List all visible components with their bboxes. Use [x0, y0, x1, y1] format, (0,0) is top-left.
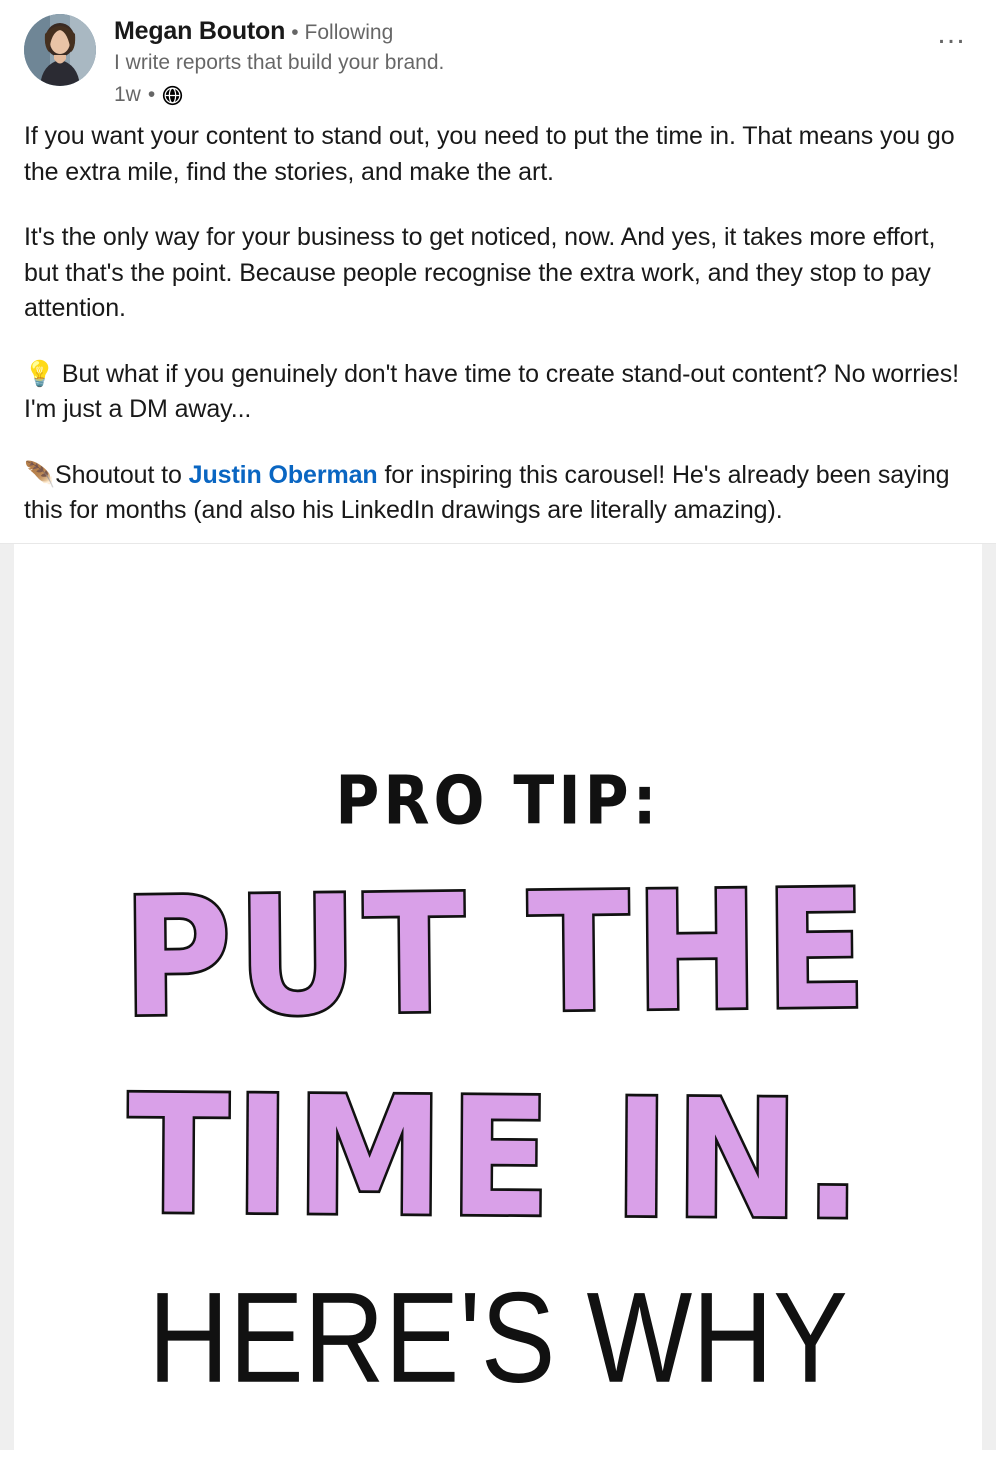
author-line	[114, 16, 980, 46]
carousel-right-gutter	[982, 544, 996, 1450]
post-paragraph-4-before: Shoutout to	[55, 460, 189, 489]
post-paragraph-3-text: But what if you genuinely don't have time to create stand-out content? No worries! I'm just a DM away...	[24, 359, 959, 424]
carousel-left-gutter	[0, 544, 14, 1450]
meta-separator: •	[147, 83, 156, 107]
author-headline: I write reports that build your brand.	[114, 51, 445, 74]
post-carousel[interactable]	[0, 543, 996, 1450]
slide-headline-line-1: PUT THE	[122, 854, 874, 1053]
post-paragraph-4	[24, 458, 972, 529]
post-header	[0, 0, 996, 111]
mention-link[interactable]: Justin Oberman	[188, 460, 378, 489]
avatar[interactable]	[24, 14, 96, 86]
slide-headline-line-2: TIME IN.	[127, 1060, 869, 1256]
post-timestamp: 1w	[114, 83, 141, 107]
slide-eyebrow-text: PRO TIP:	[335, 761, 661, 841]
author-separator: •	[291, 21, 299, 44]
post-meta	[114, 83, 980, 107]
globe-icon	[162, 85, 183, 106]
author-name[interactable]: Megan Bouton	[114, 17, 286, 45]
lightbulb-emoji-icon: 💡	[24, 359, 56, 388]
post-paragraph-1: If you want your content to stand out, you need to put the time in. That means you go the extra mile, find the stories, and make the art.	[24, 122, 955, 186]
post-paragraph-4-after: for inspiring this carousel! He's already been saying this for months (and also his LinkedIn drawings are literally amazing).	[24, 460, 950, 525]
post-overflow-menu-icon[interactable]: …	[936, 17, 968, 50]
post-body	[0, 111, 996, 529]
post-paragraph-2: It's the only way for your business to get noticed, now. And yes, it takes more effort, but that's the point. Because people recognise the extra work, and they stop to pay attention.	[24, 223, 936, 323]
slide-headline-line-3: HERE'S WHY	[148, 1265, 848, 1410]
feather-emoji-icon: 🪶	[24, 460, 56, 489]
post-paragraph-3	[24, 357, 972, 428]
carousel-slide-content	[14, 544, 982, 1450]
carousel-slide[interactable]	[14, 544, 982, 1450]
following-status[interactable]: Following	[304, 21, 394, 44]
author-block	[114, 14, 980, 107]
